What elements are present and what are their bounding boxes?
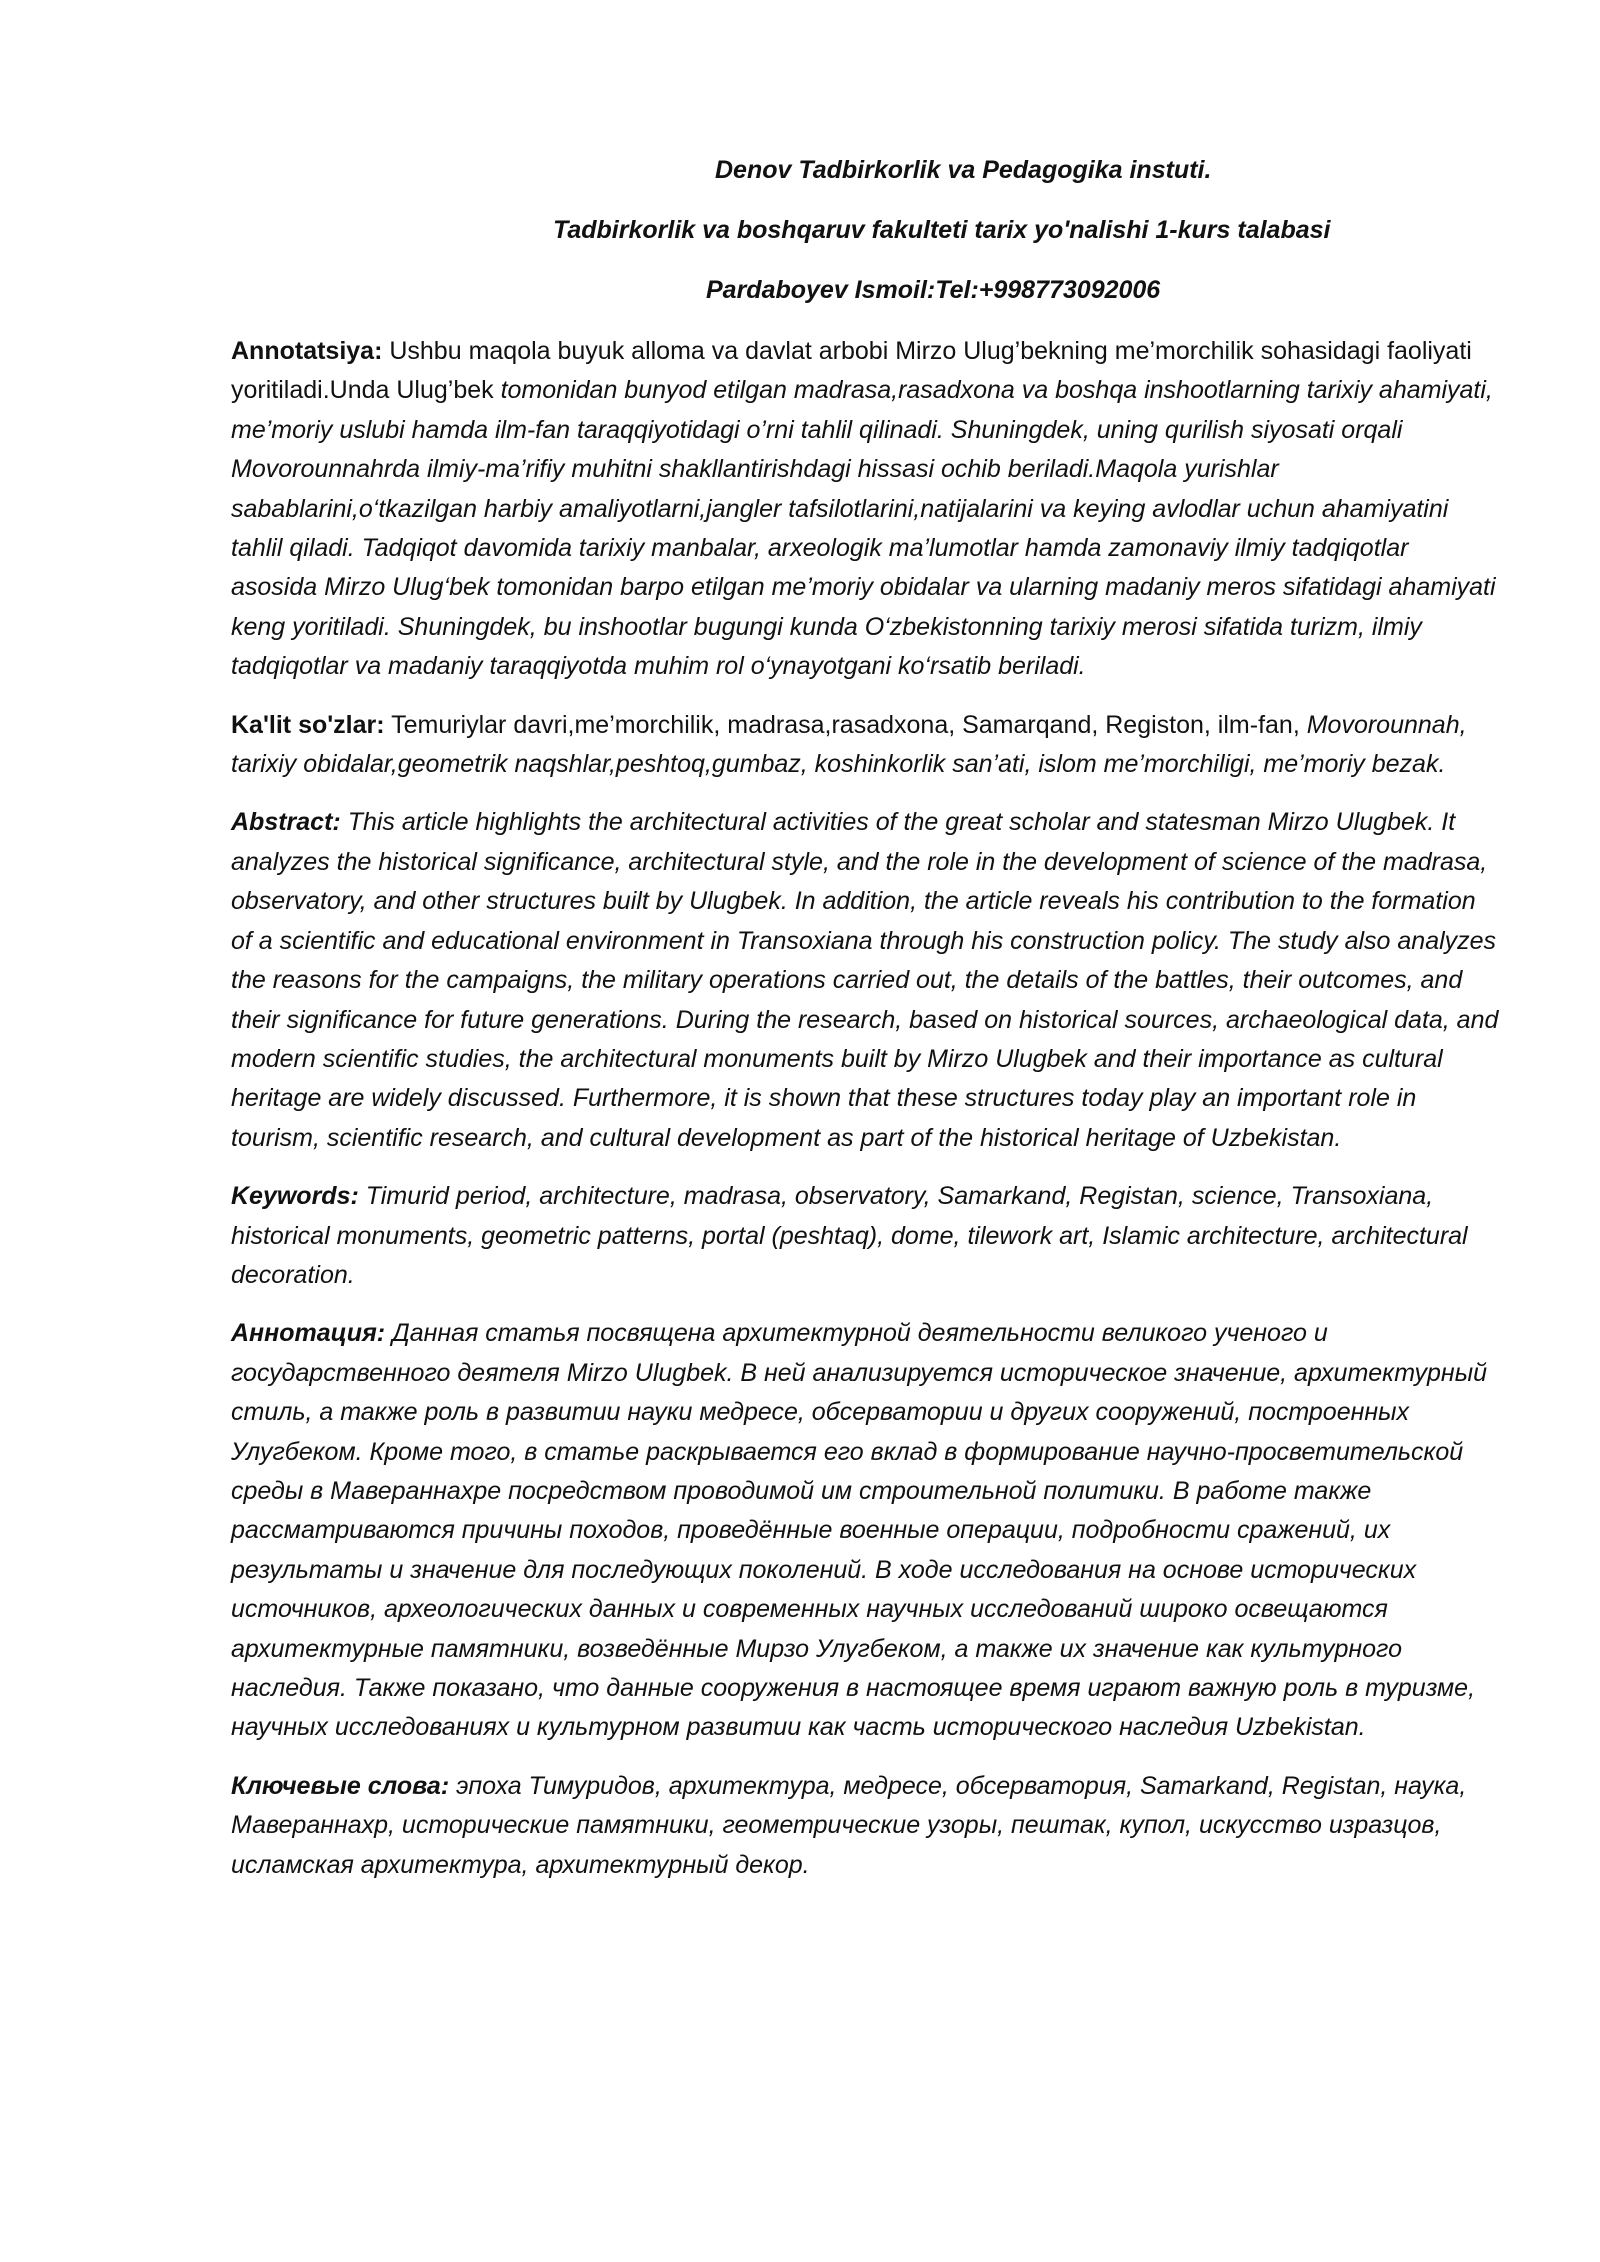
- annotatsiya-paragraph: [231, 332, 1501, 687]
- keywords-paragraph: [231, 1177, 1501, 1295]
- keywords-ru-label: Ключевые слова:: [231, 1771, 450, 1800]
- kalit-sozlar-text-italic: Movorounnah, tarixiy obidalar,geometrik naqshlar,peshtoq,gumbaz, koshinkorlik san’ati, islom me’morchiligi, me’moriy bezak.: [231, 710, 1467, 779]
- institute-heading: Denov Tadbirkorlik va Pedagogika instuti.: [715, 156, 1212, 184]
- keywords-ru-paragraph: [231, 1767, 1501, 1885]
- annotatsiya-ru-text: Данная статья посвящена архитектурной деятельности великого ученого и государственного деятеля Mirzo Ulugbek. В ней анализируется историческое значение, архитектурный стиль, а также роль в развитии науки медресе, обсерватории и других сооружений, построенных Улугбеком. Кроме того, в статье раскрывается его вклад в формирование научно-просветительской среды в Мавераннахре посредством проводимой им строительной политики. В работе также рассматриваются причины походов, проведённые военные операции, подробности сражений, их результаты и значение для последующих поколений. В ходе исследования на основе исторических источников, археологических данных и современных научных исследований широко освещаются архитектурные памятники, возведённые Мирзо Улугбеком, а также их значение как культурного наследия. Также показано, что данные сооружения в настоящее время играют важную роль в туризме, научных исследованиях и культурном развитии как часть исторического наследия Uzbekistan.: [231, 1319, 1487, 1742]
- keywords-label: Keywords:: [231, 1182, 359, 1211]
- annotatsiya-text-upright: Ushbu maqola buyuk alloma va davlat arbobi Mirzo Ulug’bekning me’morchilik sohasidagi faoliyati yoritiladi.Unda Ulug’bek: [231, 337, 1472, 405]
- annotatsiya-ru-label: Аннотация:: [231, 1319, 386, 1348]
- kalit-sozlar-paragraph: [231, 706, 1501, 785]
- abstract-label: Abstract:: [231, 808, 341, 837]
- kalit-sozlar-text-upright: Temuriylar davri,me’morchilik, madrasa,rasadxona, Samarqand, Registon, ilm-fan,: [384, 710, 1307, 739]
- abstract-text: This article highlights the architectural activities of the great scholar and statesman Mirzo Ulugbek. It analyzes the historical significance, architectural style, and the role in the development of science of the madrasa, observatory, and other structures built by Ulugbek. In addition, the article reveals his contribution to the formation of a scientific and educational environment in Transoxiana through his construction policy. The study also analyzes the reasons for the campaigns, the military operations carried out, the details of the battles, their outcomes, and their significance for future generations. During the research, based on historical sources, archaeological data, and modern scientific studies, the architectural monuments built by Mirzo Ulugbek and their importance as cultural heritage are widely discussed. Furthermore, it is shown that these structures today play an important role in tourism, scientific research, and cultural development as part of the historical heritage of Uzbekistan.: [231, 808, 1499, 1152]
- author-heading: Pardaboyev Ismoil:Tel:+998773092006: [706, 276, 1161, 304]
- annotatsiya-text-italic: tomonidan bunyod etilgan madrasa,rasadxona va boshqa inshootlarning tarixiy ahamiyati, me’moriy uslubi hamda ilm-fan taraqqiyotidagi o’rni tahlil qilinadi. Shuningdek, uning qurilish siyosati orqali Movorounnahrda ilmiy-ma’rifiy muhitni shakllantirishdagi hissasi ochib beriladi.Maqola yurishlar sabablarini,o‘tkazilgan harbiy amaliyotlarni,jangler tafsilotlarini,natijalarini va keying avlodlar uchun ahamiyatini tahlil qiladi. Tadqiqot davomida tarixiy manbalar, arxeologik ma’lumotlar hamda zamonaviy ilmiy tadqiqotlar asosida Mirzo Ulug‘bek tomonidan barpo etilgan me’moriy obidalar va ularning madaniy meros sifatidagi ahamiyati keng yoritiladi. Shuningdek, bu inshootlar bugungi kunda O‘zbekistonning tarixiy merosi sifatida turizm, ilmiy tadqiqotlar va madaniy taraqqiyotda muhim rol o‘ynayotgani ko‘rsatib beriladi.: [231, 376, 1496, 681]
- annotatsiya-label: Annotatsiya:: [231, 337, 383, 365]
- faculty-heading: Tadbirkorlik va boshqaruv fakulteti tarix yo'nalishi 1-kurs talabasi: [553, 216, 1331, 244]
- keywords-text: Timurid period, architecture, madrasa, observatory, Samarkand, Registan, science, Transoxiana, historical monuments, geometric patterns, portal (peshtaq), dome, tilework art, Islamic architecture, architectural decoration.: [231, 1182, 1468, 1289]
- annotatsiya-ru-paragraph: [231, 1314, 1501, 1747]
- keywords-ru-text: эпоха Тимуридов, архитектура, медресе, обсерватория, Samarkand, Registan, наука, Мавераннахр, исторические памятники, геометрические узоры, пештак, купол, искусство изразцов, исламская архитектура, архитектурный декор.: [231, 1771, 1467, 1879]
- kalit-sozlar-label: Ka'lit so'zlar:: [231, 710, 385, 739]
- abstract-paragraph: [231, 803, 1501, 1158]
- document-body: [231, 332, 1501, 1904]
